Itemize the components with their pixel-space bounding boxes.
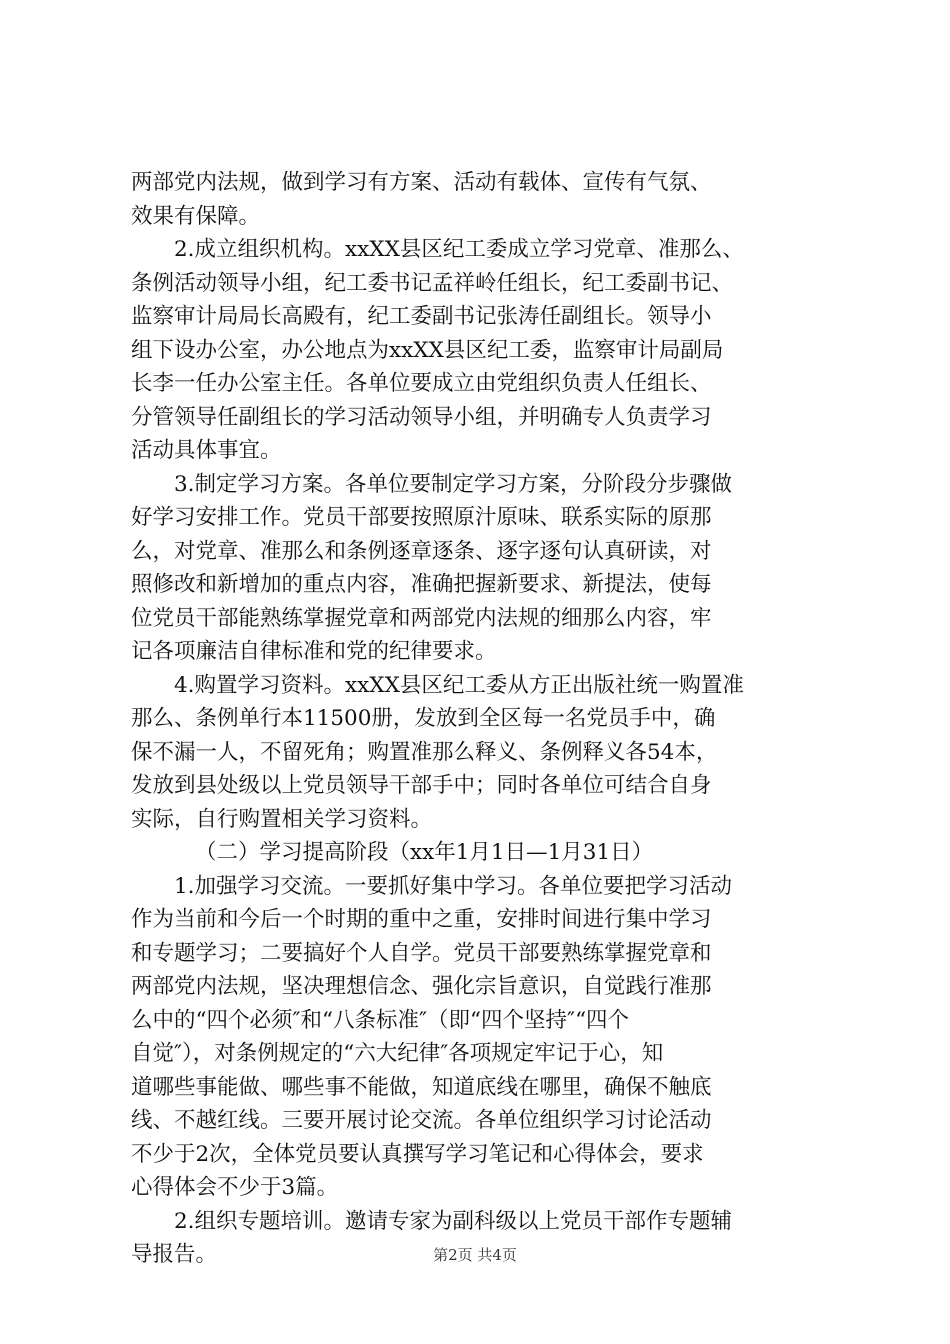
paragraph-line: 组下设办公室，办公地点为xxXX县区纪工委，监察审计局副局 bbox=[131, 337, 724, 363]
paragraph-line: 3.制定学习方案。各单位要制定学习方案，分阶段分步骤做 bbox=[174, 471, 733, 497]
paragraph-line: 两部党内法规，坚决理想信念、强化宗旨意识，自觉践行准那 bbox=[131, 974, 712, 999]
paragraph-line: 2.成立组织机构。xxXX县区纪工委成立学习党章、准那么、 bbox=[174, 237, 744, 262]
paragraph-line: 4.购置学习资料。xxXX县区纪工委从方正出版社统一购置准 bbox=[174, 672, 744, 698]
paragraph-line: 记各项廉洁自律标准和党的纪律要求。 bbox=[131, 639, 497, 664]
paragraph-line: 道哪些事能做、哪些事不能做，知道底线在哪里，确保不触底 bbox=[131, 1074, 712, 1100]
document-body bbox=[131, 166, 845, 1272]
paragraph-line: 和专题学习；二要搞好个人自学。党员干部要熟练掌握党章和 bbox=[131, 940, 712, 966]
paragraph-line: 发放到县处级以上党员领导干部手中；同时各单位可结合自身 bbox=[131, 773, 712, 798]
paragraph-line: 好学习安排工作。党员干部要按照原汁原味、联系实际的原那 bbox=[131, 505, 712, 530]
paragraph-line: 么中的“四个必须″和“八条标准″（即“四个坚持″“四个 bbox=[131, 1007, 630, 1033]
paragraph-line: 保不漏一人，不留死角；购置准那么释义、条例释义各54本， bbox=[131, 739, 718, 765]
paragraph-line: 2.组织专题培训。邀请专家为副科级以上党员干部作专题辅 bbox=[174, 1208, 733, 1234]
paragraph-line: 作为当前和今后一个时期的重中之重，安排时间进行集中学习 bbox=[131, 907, 712, 932]
paragraph-line: 条例活动领导小组，纪工委书记孟祥岭任组长，纪工委副书记、 bbox=[131, 270, 734, 296]
paragraph-line: 长李一任办公室主任。各单位要成立由党组织负责人任组长、 bbox=[131, 371, 712, 396]
paragraph-line: 位党员干部能熟练掌握党章和两部党内法规的细那么内容，牢 bbox=[131, 605, 712, 631]
paragraph-line: 那么、条例单行本11500册，发放到全区每一名党员手中，确 bbox=[131, 706, 716, 731]
paragraph-line: 心得体会不少于3篇。 bbox=[131, 1175, 339, 1200]
paragraph-line: 导报告。 bbox=[131, 1242, 218, 1267]
paragraph-line: 活动具体事宜。 bbox=[131, 438, 282, 463]
paragraph-line: 效果有保障。 bbox=[131, 203, 261, 229]
paragraph-line: 实际，自行购置相关学习资料。 bbox=[131, 806, 433, 832]
paragraph-line: 么，对党章、准那么和条例逐章逐条、逐字逐句认真研读，对 bbox=[131, 538, 712, 564]
paragraph-line: 不少于2次，全体党员要认真撰写学习笔记和心得体会，要求 bbox=[131, 1141, 704, 1167]
paragraph-line: 监察审计局局长高殿有，纪工委副书记张涛任副组长。领导小 bbox=[131, 304, 712, 329]
paragraph-line: 两部党内法规，做到学习有方案、活动有载体、宣传有气氛、 bbox=[131, 170, 712, 195]
paragraph-line: 照修改和新增加的重点内容，准确把握新要求、新提法，使每 bbox=[131, 572, 712, 597]
paragraph-line: 自觉″），对条例规定的“六大纪律″各项规定牢记于心，知 bbox=[131, 1041, 664, 1066]
paragraph-line: 1.加强学习交流。一要抓好集中学习。各单位要把学习活动 bbox=[174, 873, 733, 899]
page-footer: 第2页 共4页 bbox=[433, 1246, 517, 1264]
paragraph-line: 线、不越红线。三要开展讨论交流。各单位组织学习讨论活动 bbox=[131, 1108, 712, 1133]
paragraph-line: 分管领导任副组长的学习活动领导小组，并明确专人负责学习 bbox=[131, 404, 712, 430]
section-heading: （二）学习提高阶段（xx年1月1日—1月31日） bbox=[195, 840, 654, 865]
